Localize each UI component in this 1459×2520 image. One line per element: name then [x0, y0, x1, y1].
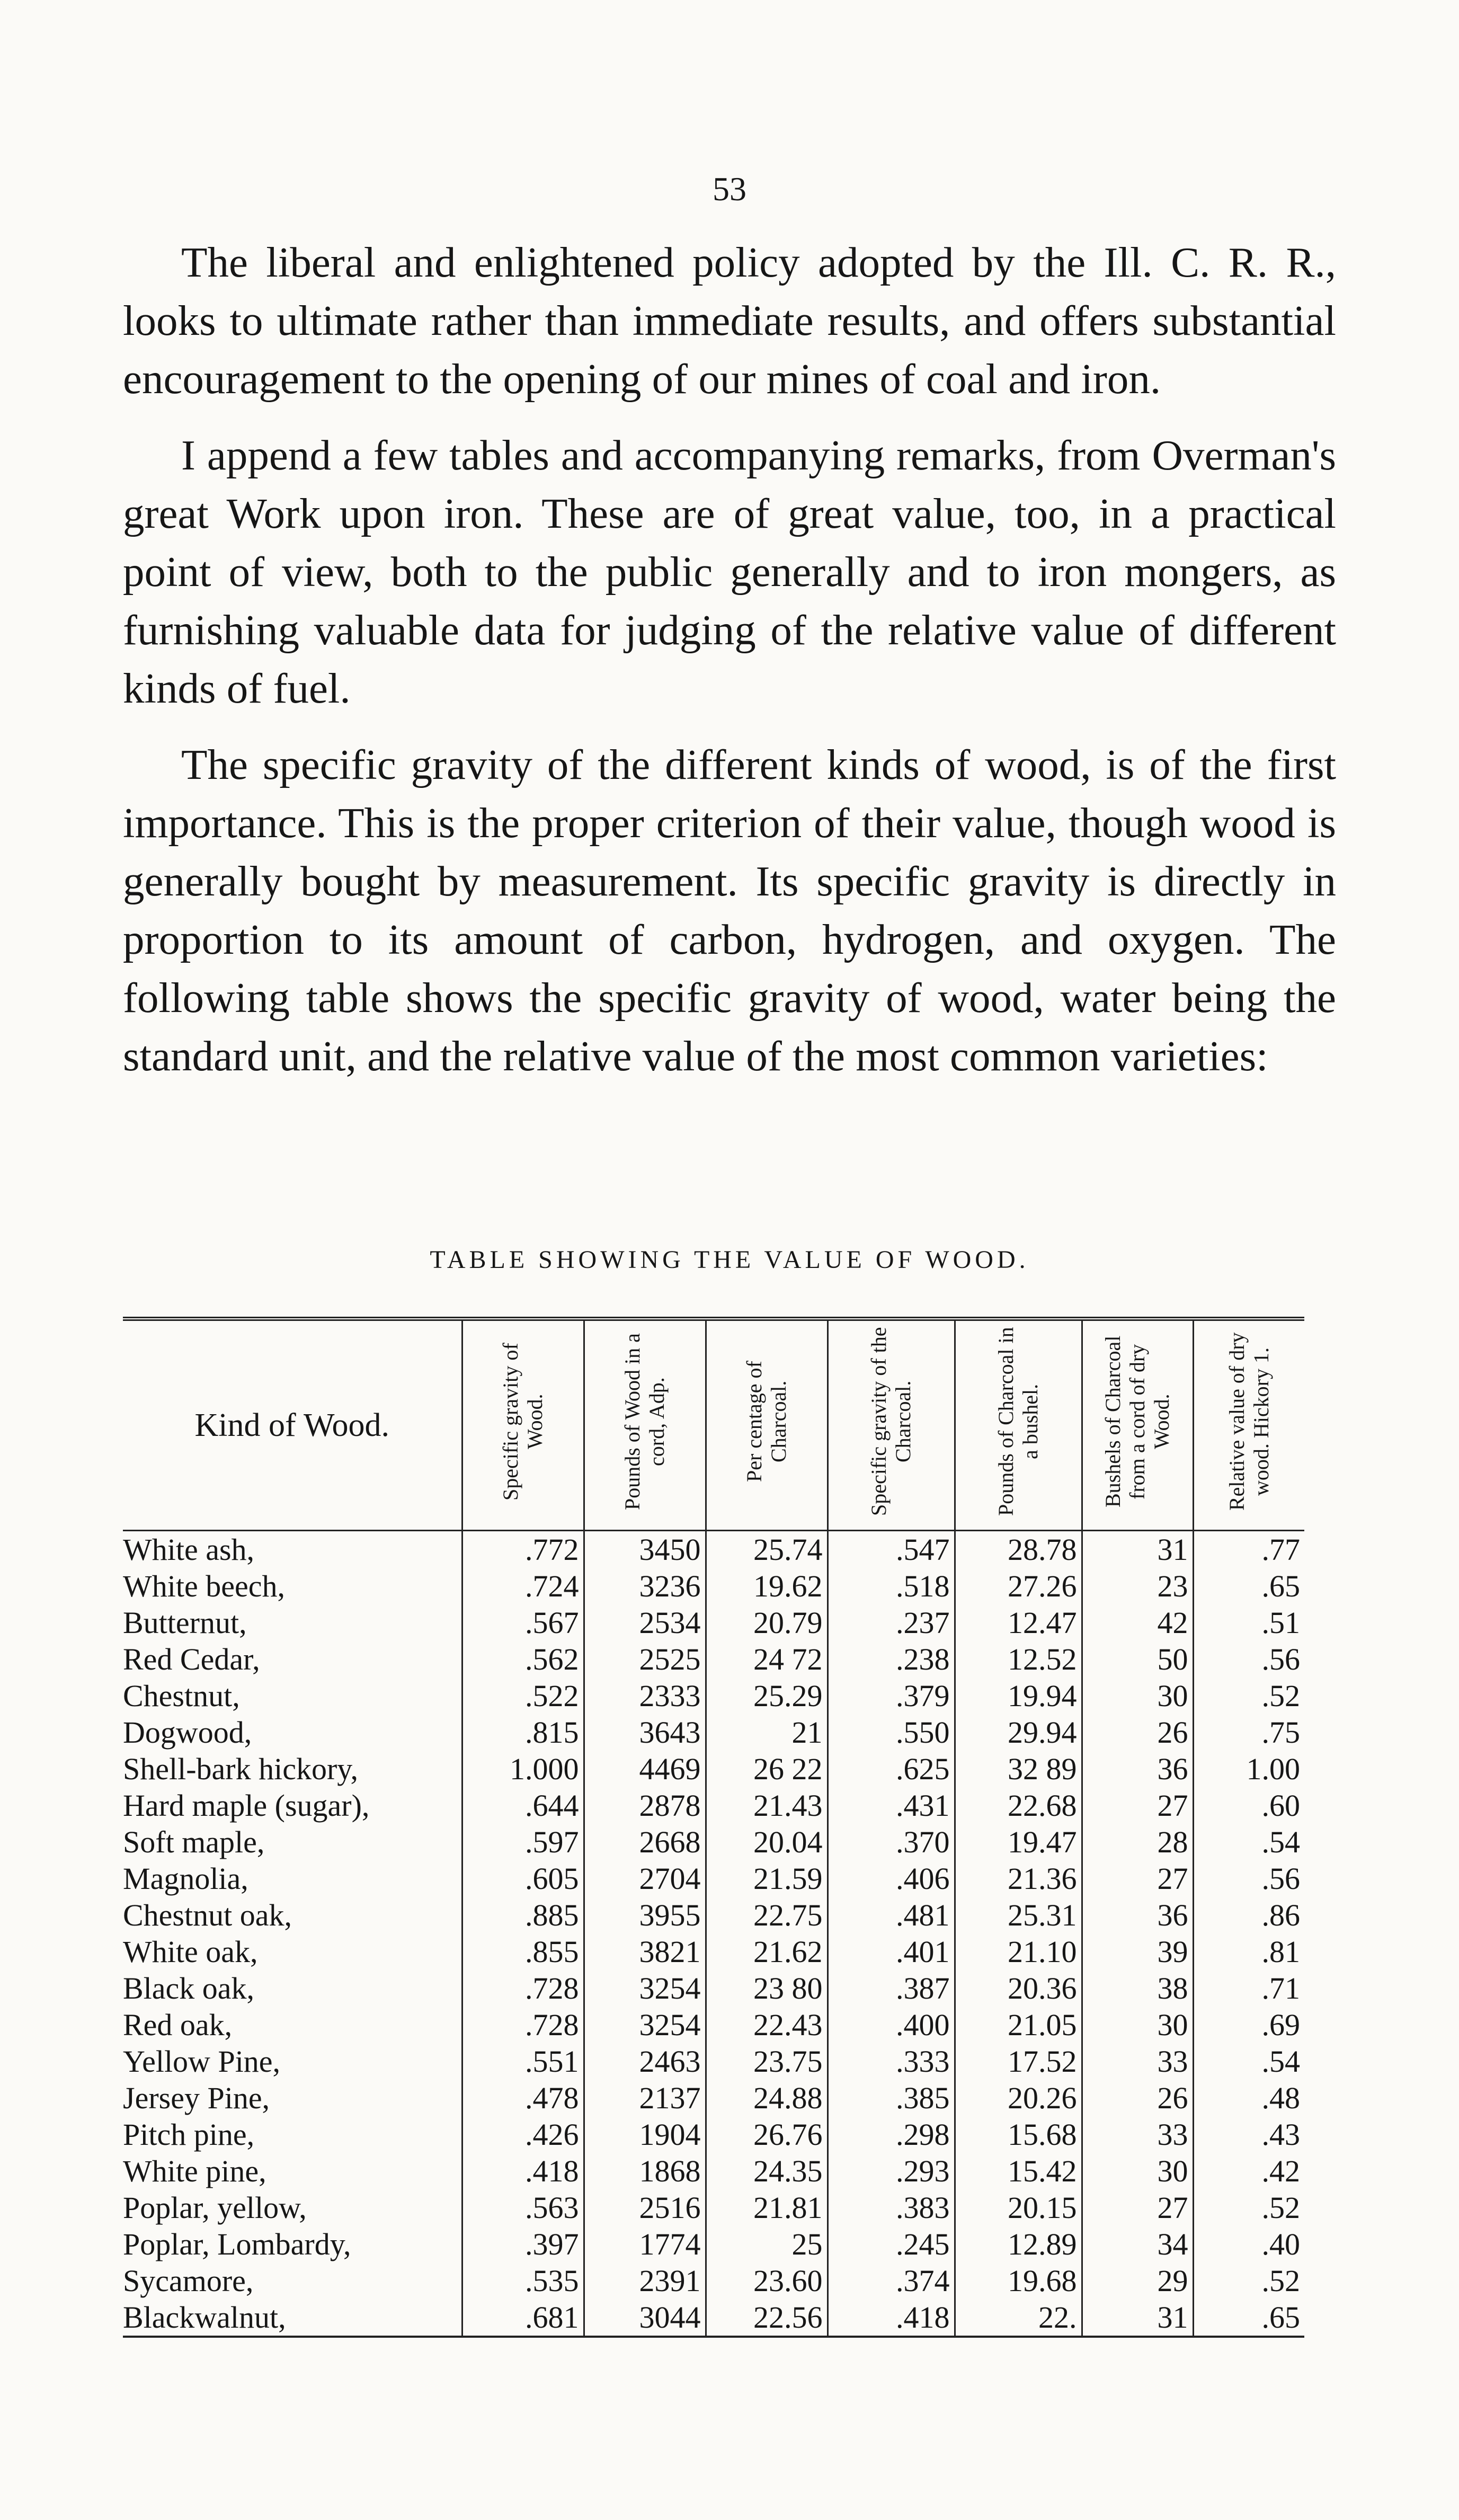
cell-charcoal-specific-gravity: .379	[828, 1678, 955, 1714]
header-specific-gravity-charcoal: Specific gravity of the Charcoal.	[828, 1319, 955, 1531]
cell-specific-gravity: .551	[462, 2043, 584, 2080]
table-row	[123, 2116, 1304, 2153]
body-text	[123, 233, 1336, 1103]
cell-charcoal-percentage: 25	[706, 2226, 828, 2262]
cell-wood-name: Yellow Pine,	[123, 2044, 281, 2079]
table-body	[123, 1531, 1304, 2337]
cell-charcoal-percentage: 21.81	[706, 2189, 828, 2226]
cell-specific-gravity: .855	[462, 1933, 584, 1970]
cell-pounds-per-cord: 2516	[584, 2189, 706, 2226]
cell-bushels-per-cord: 26	[1082, 2080, 1193, 2116]
cell-charcoal-percentage: 20.79	[706, 1604, 828, 1641]
cell-charcoal-specific-gravity: .400	[828, 2007, 955, 2043]
paragraph-tables: I append a few tables and accompanying remarks, from Overman's great Work upon iron. These are of great value, too, in a practical point of view, both to the public generally and to iron mongers, as furnishing valuable data for judging of the relative value of different kinds of fuel.	[123, 431, 1336, 712]
table-row	[123, 1933, 1304, 1970]
table-row	[123, 2262, 1304, 2299]
page-number: 53	[713, 170, 746, 208]
cell-specific-gravity: 1.000	[462, 1751, 584, 1787]
cell-charcoal-pounds-per-bushel: 21.10	[955, 1933, 1082, 1970]
cell-specific-gravity: .885	[462, 1897, 584, 1933]
table-title: TABLE SHOWING THE VALUE OF WOOD.	[430, 1246, 1029, 1274]
cell-wood-name: Poplar, yellow,	[123, 2190, 307, 2225]
cell-charcoal-specific-gravity: .385	[828, 2080, 955, 2116]
cell-pounds-per-cord: 3955	[584, 1897, 706, 1933]
cell-charcoal-percentage: 25.74	[706, 1531, 828, 1568]
cell-charcoal-specific-gravity: .293	[828, 2153, 955, 2189]
cell-specific-gravity: .478	[462, 2080, 584, 2116]
cell-bushels-per-cord: 36	[1082, 1751, 1193, 1787]
cell-relative-value: .69	[1193, 2007, 1304, 2043]
cell-specific-gravity: .426	[462, 2116, 584, 2153]
cell-wood-name: Pitch pine,	[123, 2117, 255, 2152]
table-row	[123, 1531, 1304, 1568]
cell-wood-name: Sycamore,	[123, 2264, 254, 2298]
table-row	[123, 1787, 1304, 1824]
header-bushels-per-cord: Bushels of Charcoal from a cord of dry Wood.	[1082, 1319, 1193, 1531]
table-row	[123, 1678, 1304, 1714]
cell-bushels-per-cord: 23	[1082, 1568, 1193, 1604]
cell-bushels-per-cord: 31	[1082, 1531, 1193, 1568]
cell-relative-value: .65	[1193, 2299, 1304, 2337]
cell-charcoal-pounds-per-bushel: 20.15	[955, 2189, 1082, 2226]
cell-charcoal-percentage: 22.75	[706, 1897, 828, 1933]
cell-wood-name: Red Cedar,	[123, 1642, 260, 1676]
cell-specific-gravity: .728	[462, 1970, 584, 2007]
cell-charcoal-pounds-per-bushel: 17.52	[955, 2043, 1082, 2080]
cell-charcoal-specific-gravity: .518	[828, 1568, 955, 1604]
cell-wood-name: Shell-bark hickory,	[123, 1752, 359, 1786]
cell-charcoal-pounds-per-bushel: 27.26	[955, 1568, 1082, 1604]
cell-bushels-per-cord: 27	[1082, 1787, 1193, 1824]
cell-bushels-per-cord: 33	[1082, 2043, 1193, 2080]
cell-charcoal-pounds-per-bushel: 25.31	[955, 1897, 1082, 1933]
cell-relative-value: .54	[1193, 2043, 1304, 2080]
cell-charcoal-specific-gravity: .401	[828, 1933, 955, 1970]
cell-pounds-per-cord: 2668	[584, 1824, 706, 1860]
cell-relative-value: .60	[1193, 1787, 1304, 1824]
cell-charcoal-percentage: 22.56	[706, 2299, 828, 2337]
cell-charcoal-pounds-per-bushel: 19.94	[955, 1678, 1082, 1714]
cell-charcoal-pounds-per-bushel: 22.68	[955, 1787, 1082, 1824]
table-row	[123, 1970, 1304, 2007]
cell-charcoal-specific-gravity: .481	[828, 1897, 955, 1933]
cell-specific-gravity: .724	[462, 1568, 584, 1604]
cell-pounds-per-cord: 2534	[584, 1604, 706, 1641]
header-charcoal-pounds-per-bushel: Pounds of Charcoal in a bushel.	[955, 1319, 1082, 1531]
cell-charcoal-percentage: 21.43	[706, 1787, 828, 1824]
cell-specific-gravity: .772	[462, 1531, 584, 1568]
cell-wood-name: Poplar, Lombardy,	[123, 2227, 351, 2261]
cell-pounds-per-cord: 3450	[584, 1531, 706, 1568]
header-pounds-per-cord: Pounds of Wood in a cord, Adp.	[584, 1319, 706, 1531]
cell-relative-value: .52	[1193, 1678, 1304, 1714]
cell-relative-value: .48	[1193, 2080, 1304, 2116]
cell-wood-name: Blackwalnut,	[123, 2300, 286, 2335]
cell-pounds-per-cord: 2463	[584, 2043, 706, 2080]
cell-wood-name: Hard maple (sugar),	[123, 1788, 370, 1823]
cell-bushels-per-cord: 26	[1082, 1714, 1193, 1751]
paragraph-policy: The liberal and enlightened policy adopted by the Ill. C. R. R., looks to ultimate rather than immediate results, and offers substantial encouragement to the opening of our mines of coal and iron.	[123, 238, 1336, 403]
cell-charcoal-specific-gravity: .374	[828, 2262, 955, 2299]
cell-pounds-per-cord: 2878	[584, 1787, 706, 1824]
cell-charcoal-percentage: 23.60	[706, 2262, 828, 2299]
cell-wood-name: Jersey Pine,	[123, 2081, 270, 2115]
cell-pounds-per-cord: 3821	[584, 1933, 706, 1970]
cell-pounds-per-cord: 2704	[584, 1860, 706, 1897]
cell-relative-value: .56	[1193, 1860, 1304, 1897]
cell-charcoal-pounds-per-bushel: 19.68	[955, 2262, 1082, 2299]
cell-relative-value: .52	[1193, 2189, 1304, 2226]
cell-relative-value: .52	[1193, 2262, 1304, 2299]
cell-charcoal-percentage: 21.62	[706, 1933, 828, 1970]
cell-charcoal-pounds-per-bushel: 21.36	[955, 1860, 1082, 1897]
cell-charcoal-pounds-per-bushel: 12.52	[955, 1641, 1082, 1678]
cell-relative-value: .56	[1193, 1641, 1304, 1678]
table-row	[123, 1641, 1304, 1678]
cell-wood-name: White beech,	[123, 1569, 285, 1603]
cell-charcoal-pounds-per-bushel: 20.26	[955, 2080, 1082, 2116]
cell-relative-value: .77	[1193, 1531, 1304, 1568]
wood-value-table	[123, 1317, 1304, 2338]
cell-relative-value: .42	[1193, 2153, 1304, 2189]
cell-charcoal-specific-gravity: .406	[828, 1860, 955, 1897]
cell-pounds-per-cord: 2391	[584, 2262, 706, 2299]
header-specific-gravity-wood: Specific gravity of Wood.	[462, 1319, 584, 1531]
cell-charcoal-specific-gravity: .625	[828, 1751, 955, 1787]
table-row	[123, 2043, 1304, 2080]
cell-wood-name: Black oak,	[123, 1971, 255, 2006]
cell-wood-name: White ash,	[123, 1532, 255, 1567]
header-kind-of-wood: Kind of Wood.	[123, 1319, 462, 1531]
cell-charcoal-specific-gravity: .387	[828, 1970, 955, 2007]
cell-specific-gravity: .605	[462, 1860, 584, 1897]
cell-specific-gravity: .418	[462, 2153, 584, 2189]
cell-relative-value: 1.00	[1193, 1751, 1304, 1787]
cell-charcoal-pounds-per-bushel: 19.47	[955, 1824, 1082, 1860]
cell-wood-name: Chestnut oak,	[123, 1898, 292, 1932]
cell-relative-value: .54	[1193, 1824, 1304, 1860]
cell-bushels-per-cord: 50	[1082, 1641, 1193, 1678]
cell-charcoal-percentage: 26 22	[706, 1751, 828, 1787]
cell-specific-gravity: .562	[462, 1641, 584, 1678]
cell-bushels-per-cord: 28	[1082, 1824, 1193, 1860]
cell-charcoal-specific-gravity: .431	[828, 1787, 955, 1824]
table-row	[123, 2080, 1304, 2116]
table-row	[123, 2153, 1304, 2189]
cell-specific-gravity: .644	[462, 1787, 584, 1824]
cell-relative-value: .81	[1193, 1933, 1304, 1970]
cell-wood-name: White pine,	[123, 2154, 266, 2188]
cell-charcoal-pounds-per-bushel: 32 89	[955, 1751, 1082, 1787]
cell-pounds-per-cord: 4469	[584, 1751, 706, 1787]
cell-pounds-per-cord: 1904	[584, 2116, 706, 2153]
cell-relative-value: .75	[1193, 1714, 1304, 1751]
cell-charcoal-pounds-per-bushel: 20.36	[955, 1970, 1082, 2007]
cell-charcoal-pounds-per-bushel: 15.68	[955, 2116, 1082, 2153]
table-row	[123, 1824, 1304, 1860]
table-row	[123, 2299, 1304, 2337]
cell-charcoal-pounds-per-bushel: 28.78	[955, 1531, 1082, 1568]
cell-bushels-per-cord: 42	[1082, 1604, 1193, 1641]
cell-pounds-per-cord: 3643	[584, 1714, 706, 1751]
cell-wood-name: White oak,	[123, 1935, 258, 1969]
table-row	[123, 1714, 1304, 1751]
cell-specific-gravity: .681	[462, 2299, 584, 2337]
cell-bushels-per-cord: 29	[1082, 2262, 1193, 2299]
cell-wood-name: Butternut,	[123, 1605, 247, 1640]
cell-charcoal-percentage: 20.04	[706, 1824, 828, 1860]
cell-charcoal-specific-gravity: .298	[828, 2116, 955, 2153]
cell-charcoal-specific-gravity: .333	[828, 2043, 955, 2080]
cell-charcoal-specific-gravity: .550	[828, 1714, 955, 1751]
cell-pounds-per-cord: 3236	[584, 1568, 706, 1604]
cell-charcoal-pounds-per-bushel: 29.94	[955, 1714, 1082, 1751]
cell-charcoal-percentage: 24 72	[706, 1641, 828, 1678]
table-row	[123, 1751, 1304, 1787]
cell-charcoal-percentage: 23.75	[706, 2043, 828, 2080]
cell-specific-gravity: .535	[462, 2262, 584, 2299]
cell-charcoal-specific-gravity: .418	[828, 2299, 955, 2337]
cell-bushels-per-cord: 38	[1082, 1970, 1193, 2007]
cell-relative-value: .71	[1193, 1970, 1304, 2007]
cell-charcoal-percentage: 25.29	[706, 1678, 828, 1714]
cell-charcoal-percentage: 21	[706, 1714, 828, 1751]
cell-pounds-per-cord: 2137	[584, 2080, 706, 2116]
cell-wood-name: Soft maple,	[123, 1825, 265, 1859]
cell-bushels-per-cord: 30	[1082, 1678, 1193, 1714]
cell-wood-name: Chestnut,	[123, 1679, 240, 1713]
cell-charcoal-pounds-per-bushel: 12.89	[955, 2226, 1082, 2262]
cell-wood-name: Magnolia,	[123, 1861, 248, 1896]
cell-specific-gravity: .567	[462, 1604, 584, 1641]
table-header-row	[123, 1319, 1304, 1531]
cell-pounds-per-cord: 2525	[584, 1641, 706, 1678]
cell-charcoal-specific-gravity: .245	[828, 2226, 955, 2262]
cell-pounds-per-cord: 1868	[584, 2153, 706, 2189]
cell-pounds-per-cord: 3044	[584, 2299, 706, 2337]
cell-relative-value: .40	[1193, 2226, 1304, 2262]
cell-charcoal-pounds-per-bushel: 22.	[955, 2299, 1082, 2337]
cell-charcoal-specific-gravity: .237	[828, 1604, 955, 1641]
cell-charcoal-percentage: 19.62	[706, 1568, 828, 1604]
cell-charcoal-percentage: 23 80	[706, 1970, 828, 2007]
table-row	[123, 2226, 1304, 2262]
cell-pounds-per-cord: 3254	[584, 2007, 706, 2043]
cell-wood-name: Dogwood,	[123, 1715, 252, 1750]
paragraph-specific-gravity: The specific gravity of the different kinds of wood, is of the first importance. This is the proper criterion of their value, though wood is generally bought by measurement. Its specific gravity is directly in proportion to its amount of carbon, hydrogen, and oxygen. The following table shows the specific gravity of wood, water being the standard unit, and the relative value of the most common varieties:	[123, 741, 1336, 1080]
table-row	[123, 1604, 1304, 1641]
cell-bushels-per-cord: 31	[1082, 2299, 1193, 2337]
cell-bushels-per-cord: 33	[1082, 2116, 1193, 2153]
cell-charcoal-percentage: 26.76	[706, 2116, 828, 2153]
cell-pounds-per-cord: 1774	[584, 2226, 706, 2262]
cell-charcoal-pounds-per-bushel: 12.47	[955, 1604, 1082, 1641]
cell-relative-value: .65	[1193, 1568, 1304, 1604]
cell-charcoal-specific-gravity: .383	[828, 2189, 955, 2226]
cell-charcoal-pounds-per-bushel: 15.42	[955, 2153, 1082, 2189]
cell-bushels-per-cord: 27	[1082, 1860, 1193, 1897]
cell-pounds-per-cord: 2333	[584, 1678, 706, 1714]
table-row	[123, 1860, 1304, 1897]
table-row	[123, 1568, 1304, 1604]
cell-specific-gravity: .597	[462, 1824, 584, 1860]
cell-charcoal-percentage: 21.59	[706, 1860, 828, 1897]
header-charcoal-percentage: Per centage of Charcoal.	[706, 1319, 828, 1531]
cell-relative-value: .43	[1193, 2116, 1304, 2153]
table-row	[123, 1897, 1304, 1933]
cell-bushels-per-cord: 34	[1082, 2226, 1193, 2262]
cell-charcoal-specific-gravity: .547	[828, 1531, 955, 1568]
table-row	[123, 2007, 1304, 2043]
cell-charcoal-specific-gravity: .370	[828, 1824, 955, 1860]
cell-relative-value: .51	[1193, 1604, 1304, 1641]
cell-specific-gravity: .522	[462, 1678, 584, 1714]
cell-bushels-per-cord: 36	[1082, 1897, 1193, 1933]
cell-charcoal-percentage: 22.43	[706, 2007, 828, 2043]
cell-specific-gravity: .728	[462, 2007, 584, 2043]
cell-specific-gravity: .815	[462, 1714, 584, 1751]
cell-specific-gravity: .563	[462, 2189, 584, 2226]
table-row	[123, 2189, 1304, 2226]
cell-specific-gravity: .397	[462, 2226, 584, 2262]
cell-bushels-per-cord: 30	[1082, 2007, 1193, 2043]
header-relative-value: Relative value of dry wood. Hickory 1.	[1193, 1319, 1304, 1531]
cell-bushels-per-cord: 27	[1082, 2189, 1193, 2226]
cell-bushels-per-cord: 30	[1082, 2153, 1193, 2189]
cell-charcoal-percentage: 24.35	[706, 2153, 828, 2189]
cell-charcoal-percentage: 24.88	[706, 2080, 828, 2116]
cell-bushels-per-cord: 39	[1082, 1933, 1193, 1970]
cell-charcoal-specific-gravity: .238	[828, 1641, 955, 1678]
cell-wood-name: Red oak,	[123, 2008, 233, 2042]
cell-charcoal-pounds-per-bushel: 21.05	[955, 2007, 1082, 2043]
cell-relative-value: .86	[1193, 1897, 1304, 1933]
cell-pounds-per-cord: 3254	[584, 1970, 706, 2007]
